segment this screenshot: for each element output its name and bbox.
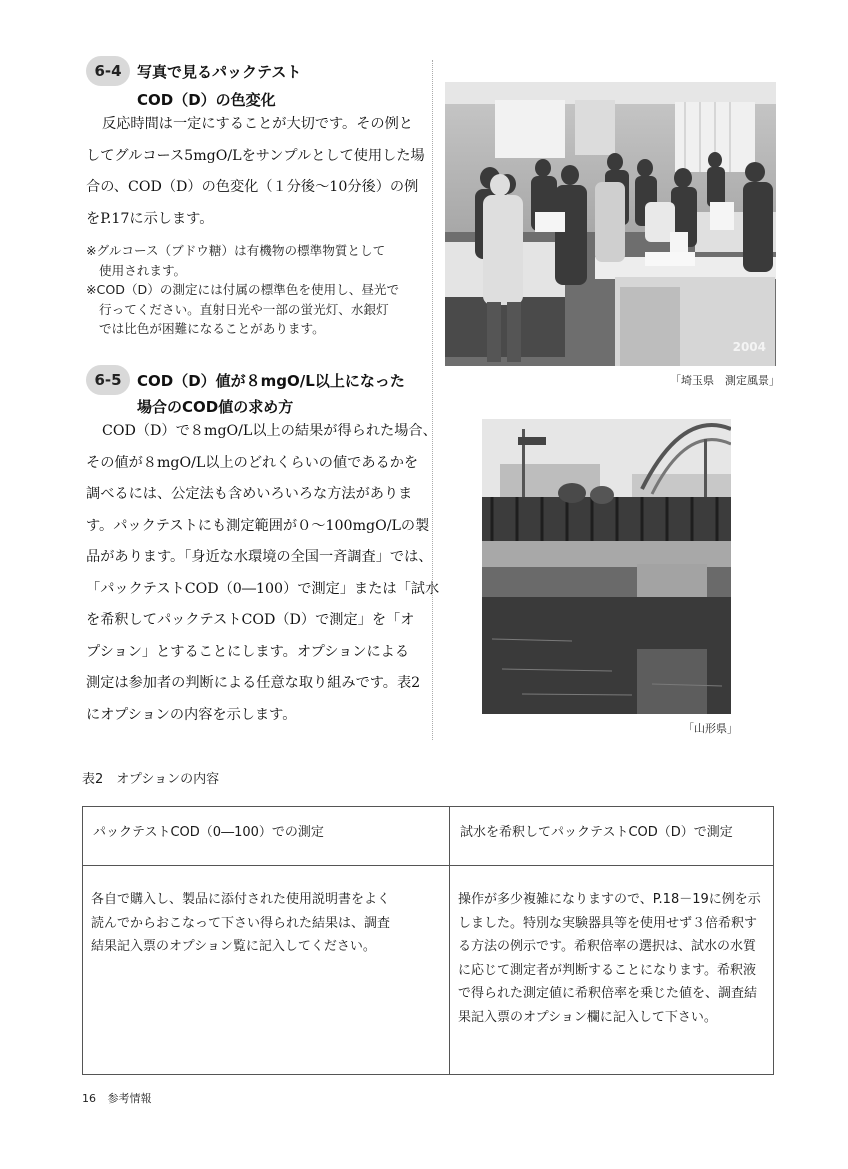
cell-line: に応じて測定者が判断することになります。希釈液: [458, 962, 756, 978]
page-footer: [82, 1090, 152, 1106]
photo-caption-yamagata: 「山形県」: [683, 722, 738, 735]
column-divider: [432, 60, 433, 740]
page-number: 16: [82, 1092, 96, 1105]
section-subtitle-6-4: COD（D）の色変化: [137, 91, 276, 109]
paragraph-6-4: [86, 109, 425, 235]
section-title-6-5-line1: COD（D）値が８mgO/L以上になった: [137, 372, 405, 390]
photo-caption-saitama: 「埼玉県 測定風景」: [670, 374, 780, 387]
table-header-cell: パックテストCOD（0―100）での測定: [83, 807, 450, 866]
cell-line: 各自で購入し、製品に添付された使用説明書をよく: [91, 892, 391, 907]
table-header-cell: 試水を希釈してパックテストCOD（D）で測定: [450, 807, 774, 866]
paragraph-line: にオプションの内容を示します。: [86, 706, 297, 723]
note-line: 使用されます。: [99, 262, 187, 278]
table-row: [83, 866, 774, 1075]
paragraph-line: 「パックテストCOD（0―100）で測定」または「試水: [86, 580, 440, 597]
table-cell-left: [83, 866, 450, 1075]
paragraph-line: その値が８mgO/L以上のどれくらいの値であるかを: [86, 454, 419, 471]
photo-yamagata: [482, 419, 731, 714]
table-caption: 表2 オプションの内容: [82, 772, 220, 787]
note-line: ※COD（D）の測定には付属の標準色を使用し、昼光で: [86, 282, 400, 297]
paragraph-line: 調べるには、公定法も含めいろいろな方法がありま: [86, 486, 413, 502]
paragraph-line: してグルコース5mgO/Lをサンプルとして使用した場: [86, 147, 425, 164]
table-cell-right: [450, 866, 774, 1075]
note-line: ※グルコース（ブドウ糖）は有機物の標準物質として: [86, 243, 386, 258]
section-title-6-5-line2: 場合のCOD値の求め方: [137, 398, 294, 416]
cell-line: 果記入票のオプション欄に記入して下さい。: [458, 1009, 717, 1025]
section-title-6-4: 写真で見るパックテスト: [137, 63, 302, 81]
cell-line: 操作が多少複雑になりますので、P.18－19に例を示: [458, 892, 761, 907]
section-number-6-5: 6-5: [86, 365, 130, 395]
footer-label: 参考情報: [107, 1092, 152, 1105]
photo-saitama: [445, 82, 776, 366]
note-daylight: [86, 280, 399, 339]
paragraph-line: を希釈してパックテストCOD（D）で測定」を「オ: [86, 612, 415, 628]
cell-line: しました。特別な実験器具等を使用せず３倍希釈す: [458, 915, 758, 931]
cell-line: 読んでからおこなって下さい得られた結果は、調査: [91, 915, 391, 931]
cell-line: で得られた測定値に希釈倍率を乗じた値を、調査結: [458, 986, 758, 1001]
paragraph-line: COD（D）で８mgO/L以上の結果が得られた場合、: [102, 423, 437, 439]
paragraph-line: プション」とすることにします。オプションによる: [86, 643, 410, 660]
table-header-row: [83, 807, 774, 866]
paragraph-line: 品があります。「身近な水環境の全国一斉調査」では、: [86, 549, 433, 565]
paragraph-line: 測定は参加者の判断による任意な取り組みです。表2: [86, 675, 421, 691]
photo-date-stamp: 2004: [732, 340, 766, 354]
note-line: では比色が困難になることがあります。: [99, 321, 325, 336]
section-number-6-4: 6-4: [86, 56, 130, 86]
paragraph-line: 合の、COD（D）の色変化（１分後～10分後）の例: [86, 179, 419, 195]
options-table: [82, 806, 774, 1075]
cell-line: 結果記入票のオプション覧に記入してください。: [91, 939, 376, 954]
paragraph-6-5: [86, 416, 439, 731]
cell-line: る方法の例示です。希釈倍率の選択は、試水の水質: [458, 939, 756, 954]
paragraph-line: 反応時間は一定にすることが大切です。その例と: [102, 116, 413, 132]
note-glucose: [86, 241, 385, 280]
paragraph-line: す。パックテストにも測定範囲が０～100mgO/Lの製: [86, 517, 430, 534]
paragraph-line: をP.17に示します。: [86, 210, 214, 227]
note-line: 行ってください。直射日光や一部の蛍光灯、水銀灯: [99, 301, 389, 317]
